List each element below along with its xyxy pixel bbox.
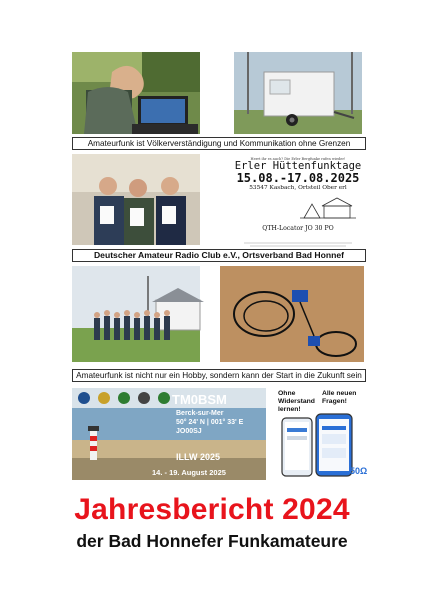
app-advertisement: [278, 388, 368, 480]
poster-qth: QTH-Locator JO 30 PO: [262, 225, 334, 232]
illw-banner: [72, 388, 266, 480]
illw-locator: JO00SJ: [176, 428, 202, 435]
hut-illustration-icon: [300, 196, 356, 224]
photo-group-outdoor: [72, 266, 200, 362]
poster-address: 53547 Kasbach, Ortsteil Ober erl: [249, 185, 347, 191]
caption-row2: Deutscher Amateur Radio Club e.V., Ortsverband Bad Honnef: [72, 249, 366, 262]
illw-coords: 50° 24' N | 001° 33' E: [176, 419, 244, 426]
poster-hint: Herrt ihr es auch? Die Erler Bergfunke rufen wieder!: [250, 157, 346, 161]
illw-callsign: TM0BSM: [172, 392, 227, 407]
app-left-text: Ohne Widerstand lernen!: [278, 390, 315, 413]
caption-row1: Amateurfunk ist Völkerverständigung und Kommunikation ohne Grenzen: [72, 137, 366, 150]
app-right-text: Alle neuen Fragen!: [322, 390, 357, 405]
illw-dates: 14. - 19. August 2025: [152, 468, 226, 477]
photo-club-members: [72, 154, 200, 245]
poster-dates: 15.08.-17.08.2025: [236, 171, 360, 185]
app-badge: 50Ω: [350, 466, 368, 476]
photo-trailer: [234, 52, 362, 134]
report-subtitle: der Bad Honnefer Funkamateure: [76, 531, 348, 551]
illw-event: ILLW 2025: [176, 452, 221, 462]
illw-location: Berck-sur-Mer: [176, 410, 224, 417]
photo-antenna-cables: [220, 266, 364, 362]
caption-row3: Amateurfunk ist nicht nur ein Hobby, sondern kann der Start in die Zukunft sein: [72, 369, 366, 382]
report-title: Jahresbericht 2024: [74, 493, 350, 526]
event-poster: [234, 154, 362, 245]
photo-operator-laptop: [72, 52, 200, 134]
poster-fineprint: [244, 234, 352, 242]
poster-title: Erler Hüttenfunktage: [234, 160, 362, 172]
